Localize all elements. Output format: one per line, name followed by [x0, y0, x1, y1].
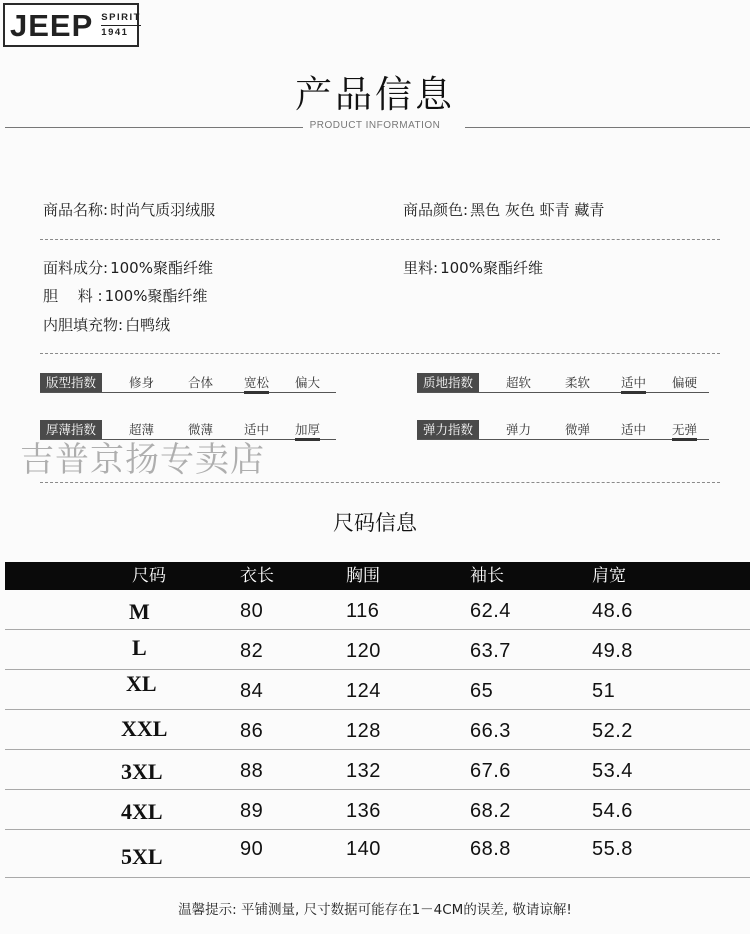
- column-header-chest: 胸围: [346, 566, 380, 586]
- product-color: [403, 199, 604, 220]
- index-option: 弹力: [506, 422, 532, 437]
- column-header-sleeve: 袖长: [470, 566, 504, 586]
- product-name-value: 时尚气质羽绒服: [110, 201, 216, 219]
- logo-line-2: 1941: [101, 26, 129, 38]
- cell-length: 86: [240, 720, 264, 742]
- cell-chest: 124: [346, 680, 381, 702]
- cell-shoulder: 53.4: [592, 760, 633, 782]
- size-section-title: 尺码信息: [333, 511, 417, 535]
- page-subtitle: PRODUCT INFORMATION: [309, 120, 441, 131]
- index-option: 微弹: [565, 422, 591, 437]
- table-row: [5, 710, 750, 750]
- filling-label: 内胆填充物:: [43, 316, 124, 334]
- size-label: L: [132, 635, 147, 660]
- cell-length: 90: [240, 838, 264, 860]
- cell-sleeve: 68.2: [470, 800, 511, 822]
- index-option: 适中: [621, 375, 647, 390]
- index-option: 偏大: [295, 375, 321, 390]
- cell-length: 82: [240, 640, 264, 662]
- product-name: [43, 199, 215, 220]
- cell-sleeve: 63.7: [470, 640, 511, 662]
- index-option: 加厚: [295, 422, 321, 437]
- table-row: [5, 590, 750, 630]
- cell-sleeve: 62.4: [470, 600, 511, 622]
- cell-length: 88: [240, 760, 264, 782]
- cell-chest: 120: [346, 640, 381, 662]
- inner-info: [43, 285, 207, 306]
- product-color-label: 商品颜色:: [403, 201, 469, 219]
- dashed-divider: [40, 482, 720, 483]
- measurement-note: 温馨提示: 平铺测量, 尺寸数据可能存在1－4CM的误差, 敬请谅解!: [178, 902, 572, 918]
- cell-shoulder: 54.6: [592, 800, 633, 822]
- inner-label: 胆 料 :: [43, 287, 103, 305]
- dashed-divider: [40, 353, 720, 354]
- cell-sleeve: 67.6: [470, 760, 511, 782]
- cell-length: 89: [240, 800, 264, 822]
- cell-shoulder: 51: [592, 680, 616, 702]
- fabric-info: [43, 257, 213, 278]
- lining-info: [403, 257, 543, 278]
- product-color-value: 黑色 灰色 虾青 藏青: [470, 201, 605, 219]
- table-row: [5, 670, 750, 710]
- column-header-shoulder: 肩宽: [592, 566, 626, 586]
- index-option: 修身: [129, 375, 155, 390]
- cell-length: 80: [240, 600, 264, 622]
- index-label: 质地指数: [417, 373, 479, 392]
- logo-tagline: [101, 11, 141, 40]
- column-header-size: 尺码: [132, 566, 166, 586]
- table-row: [5, 790, 750, 830]
- index-fit: [40, 373, 340, 395]
- index-option: 超软: [506, 375, 532, 390]
- index-baseline: [417, 392, 709, 393]
- index-option: 无弹: [672, 422, 698, 437]
- lining-value: 100%聚酯纤维: [440, 259, 543, 277]
- cell-chest: 136: [346, 800, 381, 822]
- table-row: [5, 750, 750, 790]
- cell-shoulder: 55.8: [592, 838, 633, 860]
- size-label: 4XL: [121, 799, 163, 824]
- product-name-label: 商品名称:: [43, 201, 109, 219]
- size-label: 3XL: [121, 759, 163, 784]
- cell-sleeve: 65: [470, 680, 494, 702]
- page-title: 产品信息: [295, 73, 455, 116]
- index-option: 柔软: [565, 375, 591, 390]
- cell-chest: 132: [346, 760, 381, 782]
- logo-line-1: SPIRIT: [101, 11, 141, 26]
- cell-chest: 140: [346, 838, 381, 860]
- cell-shoulder: 49.8: [592, 640, 633, 662]
- index-label: 厚薄指数: [40, 420, 102, 439]
- size-label: XXL: [121, 716, 168, 741]
- index-option: 超薄: [129, 422, 155, 437]
- index-label: 版型指数: [40, 373, 102, 392]
- lining-label: 里料:: [403, 259, 439, 277]
- index-baseline: [417, 439, 709, 440]
- store-watermark: 吉普京扬专卖店: [20, 440, 265, 480]
- table-row: [5, 630, 750, 670]
- index-option: 合体: [188, 375, 214, 390]
- index-option: 偏硬: [672, 375, 698, 390]
- index-option: 宽松: [244, 375, 270, 390]
- column-header-length: 衣长: [240, 566, 274, 586]
- index-option: 微薄: [188, 422, 214, 437]
- cell-sleeve: 66.3: [470, 720, 511, 742]
- cell-chest: 128: [346, 720, 381, 742]
- table-row: [5, 830, 750, 878]
- index-baseline: [40, 392, 336, 393]
- size-label: M: [129, 599, 150, 624]
- cell-sleeve: 68.8: [470, 838, 511, 860]
- filling-value: 白鸭绒: [125, 316, 171, 334]
- inner-value: 100%聚酯纤维: [104, 287, 208, 305]
- cell-shoulder: 48.6: [592, 600, 633, 622]
- cell-shoulder: 52.2: [592, 720, 633, 742]
- size-table-header: [5, 562, 750, 590]
- fabric-value: 100%聚酯纤维: [110, 259, 213, 277]
- index-texture: [417, 373, 717, 395]
- index-label: 弹力指数: [417, 420, 479, 439]
- logo-brand-text: JEEP: [10, 7, 94, 43]
- brand-logo: [3, 3, 139, 47]
- cell-length: 84: [240, 680, 264, 702]
- index-option: 适中: [244, 422, 270, 437]
- size-label: 5XL: [121, 844, 163, 869]
- filling-info: [43, 314, 170, 335]
- size-label: XL: [126, 671, 157, 696]
- dashed-divider: [40, 239, 720, 240]
- index-option: 适中: [621, 422, 647, 437]
- cell-chest: 116: [346, 600, 380, 622]
- title-rule-right: [465, 127, 750, 128]
- index-elasticity: [417, 420, 717, 442]
- fabric-label: 面料成分:: [43, 259, 109, 277]
